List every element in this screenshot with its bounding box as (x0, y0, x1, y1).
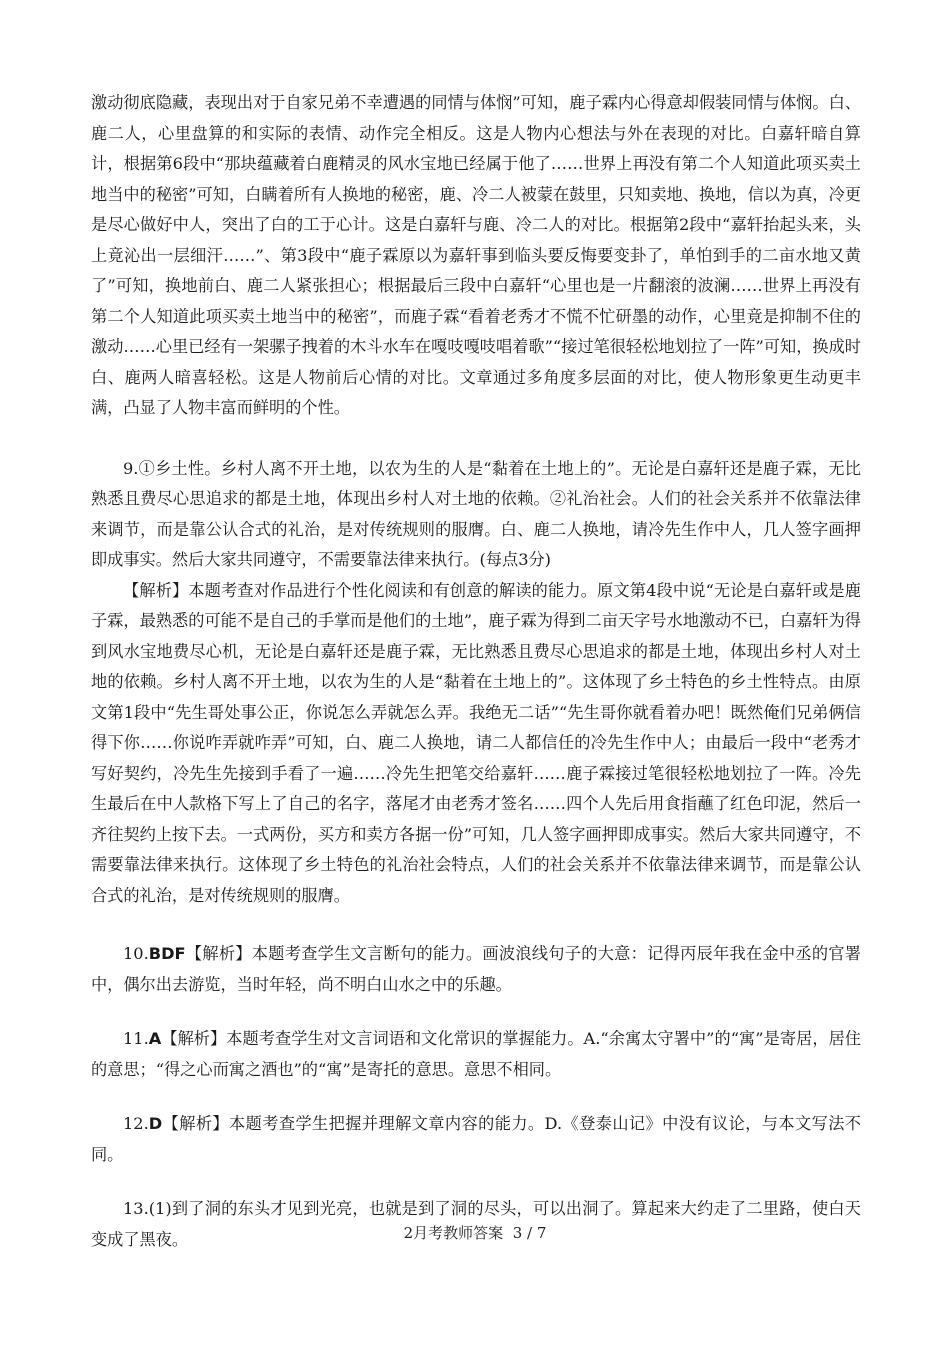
q12-analysis: 【解析】本题考查学生把握并理解文章内容的能力。D.《登泰山记》中没有议论，与本文写法不同。 (91, 1114, 861, 1164)
q10-analysis: 【解析】本题考查学生文言断句的能力。画波浪线句子的大意：记得丙辰年我在金中丞的官署中，偶尔出去游览，当时年轻，尚不明白山水之中的乐趣。 (91, 944, 861, 994)
q10-number: 10. (123, 944, 149, 963)
q11-choice: A (148, 1029, 162, 1048)
footer-label: 2月考教师答案 (403, 1224, 504, 1242)
page-number: 3 / 7 (512, 1224, 547, 1242)
document-body (91, 88, 861, 1255)
page-footer (0, 1222, 950, 1243)
q12-choice: D (148, 1114, 163, 1133)
q11-analysis: 【解析】本题考查学生对文言词语和文化常识的掌握能力。A.“余寓太守署中”的“寓”是寄居，居住的意思；“得之心而寓之酒也”的“寓”是寄托的意思。意思不相同。 (91, 1029, 861, 1079)
q11-answer (91, 1024, 861, 1085)
q11-number: 11. (123, 1029, 149, 1048)
q9-answer: 9.①乡土性。乡村人离不开土地，以农为生的人是“黏着在土地上的”。无论是白嘉轩还是鹿子霖，无比熟悉且费尽心思追求的都是土地，体现出乡村人对土地的依赖。②礼治社会。人们的社会关系并不依靠法律来调节，而是靠公认合式的礼治，是对传统规则的服膺。白、鹿二人换地，请冷先生作中人，几人签字画押即成事实。然后大家共同遵守，不需要靠法律来执行。(每点3分) (91, 458, 861, 569)
q8-analysis-continuation: 激动彻底隐藏，表现出对于自家兄弟不幸遭遇的同情与体悯”可知，鹿子霖内心得意却假装同情与体悯。白、鹿二人，心里盘算的和实际的表情、动作完全相反。这是人物内心想法与外在表现的对比。白嘉轩暗自算计，根据第6段中“那块蕴藏着白鹿精灵的风水宝地已经属于他了……世界上再没有第二个人知道此项买卖土地当中的秘密”可知，白瞒着所有人换地的秘密，鹿、冷二人被蒙在鼓里，只知卖地、换地，信以为真，冷更是尽心做好中人，突出了白的工于心计。这是白嘉轩与鹿、冷二人的对比。根据第2段中“嘉轩抬起头来，头上竟沁出一层细汗……”、第3段中“鹿子霖原以为嘉轩事到临头要反悔要变卦了，单怕到手的二亩水地又黄了”可知，换地前白、鹿二人紧张担心；根据最后三段中白嘉轩“心里也是一片翻滚的波澜……世界上再没有第二个人知道此项买卖土地当中的秘密”，而鹿子霖“看着老秀才不慌不忙研墨的动作，心里竟是抑制不住的激动……心里已经有一架骡子拽着的木斗水车在嘎吱嘎吱唱着歌”“接过笔很轻松地划拉了一阵”可知，换成时白、鹿两人暗喜轻松。这是人物前后心情的对比。文章通过多角度多层面的对比，使人物形象更生动更丰满，凸显了人物丰富而鲜明的个性。 (91, 93, 861, 417)
q10-answer (91, 939, 861, 1000)
q10-choice: BDF (148, 944, 186, 963)
q12-answer (91, 1109, 861, 1170)
q9-analysis: 【解析】本题考查对作品进行个性化阅读和有创意的解读的能力。原文第4段中说“无论是白嘉轩或是鹿子霖，最熟悉的可能不是自己的手掌而是他们的土地”，鹿子霖为得到二亩天字号水地激动不已，白嘉轩为得到风水宝地费尽心机，无论是白嘉轩还是鹿子霖，无比熟悉且费尽心思追求的都是土地，体现出乡村人对土地的依赖。乡村人离不开土地，以农为生的人是“黏着在土地上的”。这体现了乡土特色的乡土性特点。由原文第1段中“先生哥处事公正，你说怎么弄就怎么弄。我绝无二话”“先生哥你就看着办吧！既然俺们兄弟俩信得下你……你说咋弄就咋弄”可知，白、鹿二人换地，请二人都信任的冷先生作中人；由最后一段中“老秀才写好契约，冷先生先接到手看了一遍……冷先生把笔交给嘉轩……鹿子霖接过笔很轻松地划拉了一阵。冷先生最后在中人款格下写上了自己的名字，落尾才由老秀才签名……四个人先后用食指蘸了红色印泥，然后一齐往契约上按下去。一式两份，买方和卖方各据一份”可知，几人签字画押即成事实。然后大家共同遵守，不需要靠法律来执行。这体现了乡土特色的礼治社会特点，人们的社会关系并不依靠法律来调节，而是靠公认合式的礼治，是对传统规则的服膺。 (91, 580, 861, 905)
q12-number: 12. (123, 1114, 149, 1133)
q13-answer: 13.(1)到了洞的东头才见到光亮，也就是到了洞的尽头，可以出洞了。算起来大约走了二里路，使白天变成了黑夜。 (91, 1199, 861, 1249)
